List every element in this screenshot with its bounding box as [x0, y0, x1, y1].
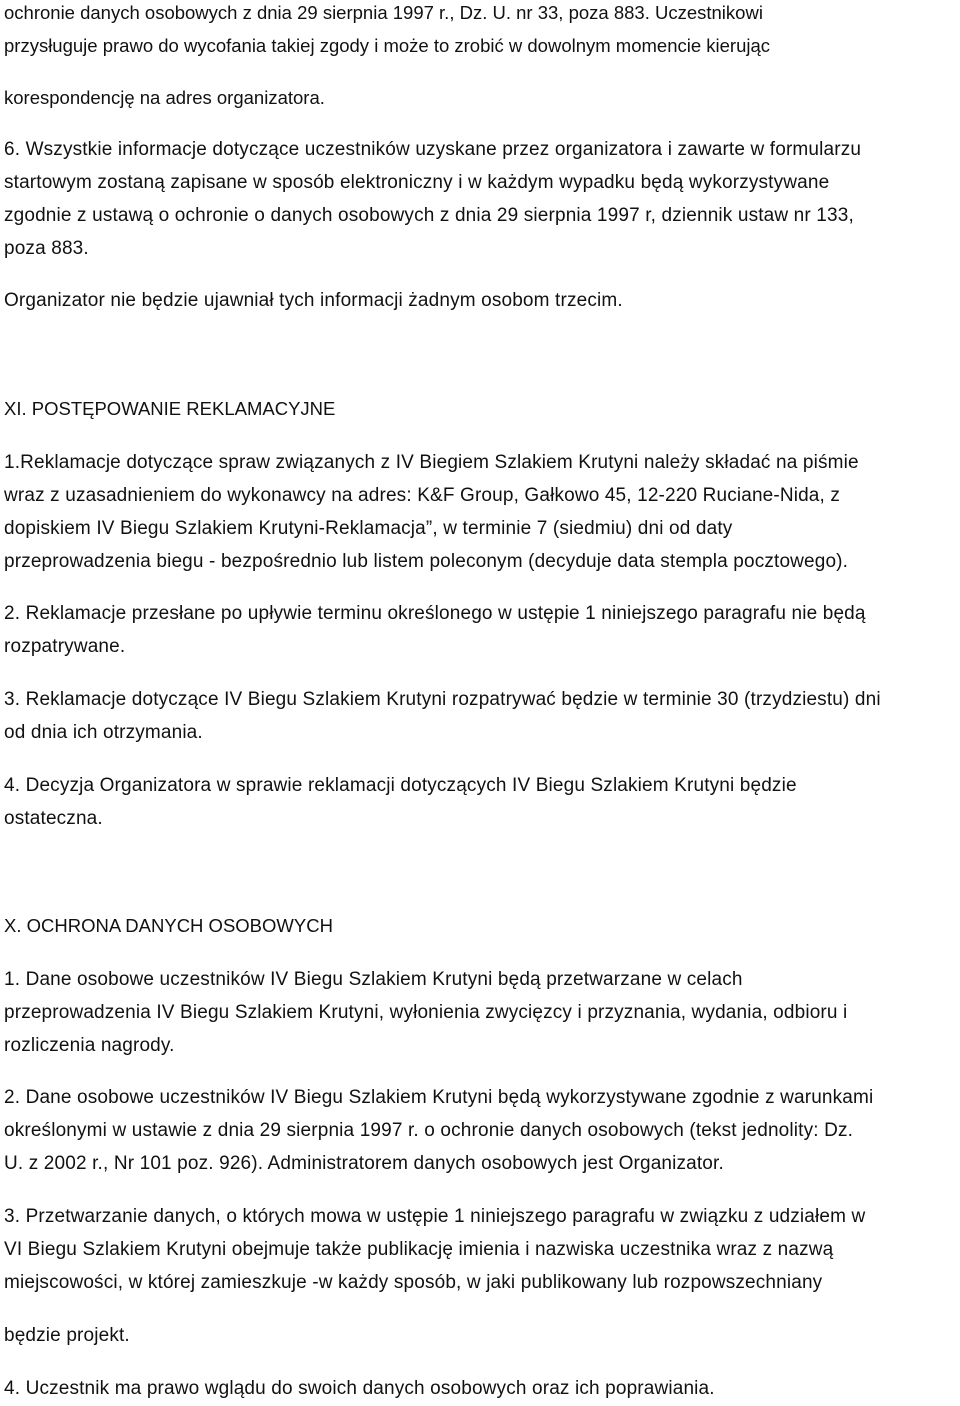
text-line: U. z 2002 r., Nr 101 poz. 926). Administratorem danych osobowych jest Organizator. — [4, 1153, 724, 1174]
section-heading: X. OCHRONA DANYCH OSOBOWYCH — [4, 915, 333, 936]
text-line: 2. Dane osobowe uczestników IV Biegu Szlakiem Krutyni będą wykorzystywane zgodnie z warunkami — [4, 1087, 874, 1108]
text-line: 3. Przetwarzanie danych, o których mowa w ustępie 1 niniejszego paragrafu w związku z udziałem w — [4, 1206, 866, 1227]
text-line: 2. Reklamacje przesłane po upływie terminu określonego w ustępie 1 niniejszego paragrafu nie będą — [4, 603, 866, 624]
section-heading: XI. POSTĘPOWANIE REKLAMACYJNE — [4, 398, 336, 419]
text-line: przeprowadzenia biegu - bezpośrednio lub listem poleconym (decyduje data stempla pocztowego). — [4, 551, 849, 572]
text-line: od dnia ich otrzymania. — [4, 722, 203, 743]
text-line: 1. Dane osobowe uczestników IV Biegu Szlakiem Krutyni będą przetwarzane w celach — [4, 969, 743, 990]
text-line: będzie projekt. — [4, 1325, 130, 1346]
text-line: przysługuje prawo do wycofania takiej zgody i może to zrobić w dowolnym momencie kierując — [4, 35, 771, 56]
text-line: startowym zostaną zapisane w sposób elektroniczny i w każdym wypadku będą wykorzystywane — [4, 172, 830, 193]
text-line: 4. Uczestnik ma prawo wglądu do swoich danych osobowych oraz ich poprawiania. — [4, 1378, 715, 1399]
text-line: przeprowadzenia IV Biegu Szlakiem Krutyni, wyłonienia zwycięzcy i przyznania, wydania, odbioru i — [4, 1002, 848, 1023]
text-line: wraz z uzasadnieniem do wykonawcy na adres: K&F Group, Gałkowo 45, 12-220 Ruciane-Nida, z — [4, 485, 841, 506]
text-line: określonymi w ustawie z dnia 29 sierpnia 1997 r. o ochronie danych osobowych (tekst jednolity: Dz. — [4, 1120, 854, 1141]
text-line: rozpatrywane. — [4, 636, 126, 657]
text-line: 6. Wszystkie informacje dotyczące uczestników uzyskane przez organizatora i zawarte w formularzu — [4, 139, 862, 160]
text-line: 1.Reklamacje dotyczące spraw związanych z IV Biegiem Szlakiem Krutyni należy składać na piśmie — [4, 452, 859, 473]
text-line: poza 883. — [4, 238, 89, 259]
text-line: VI Biegu Szlakiem Krutyni obejmuje także publikację imienia i nazwiska uczestnika wraz z nazwą — [4, 1239, 834, 1260]
text-line: Organizator nie będzie ujawniał tych informacji żadnym osobom trzecim. — [4, 290, 623, 311]
text-line: ochronie danych osobowych z dnia 29 sierpnia 1997 r., Dz. U. nr 33, poza 883. Uczestnikowi — [4, 2, 763, 23]
text-line: ostateczna. — [4, 808, 103, 829]
text-line: miejscowości, w której zamieszkuje -w każdy sposób, w jaki publikowany lub rozpowszechniany — [4, 1272, 823, 1293]
text-line: korespondencję na adres organizatora. — [4, 87, 325, 108]
text-line: zgodnie z ustawą o ochronie o danych osobowych z dnia 29 sierpnia 1997 r, dziennik ustaw nr 133, — [4, 205, 854, 226]
text-line: 4. Decyzja Organizatora w sprawie reklamacji dotyczących IV Biegu Szlakiem Krutyni będzie — [4, 775, 797, 796]
text-line: rozliczenia nagrody. — [4, 1035, 175, 1056]
text-line: dopiskiem IV Biegu Szlakiem Krutyni-Reklamacja”, w terminie 7 (siedmiu) dni od daty — [4, 518, 733, 539]
text-line: 3. Reklamacje dotyczące IV Biegu Szlakiem Krutyni rozpatrywać będzie w terminie 30 (trzydziestu) dni — [4, 689, 881, 710]
